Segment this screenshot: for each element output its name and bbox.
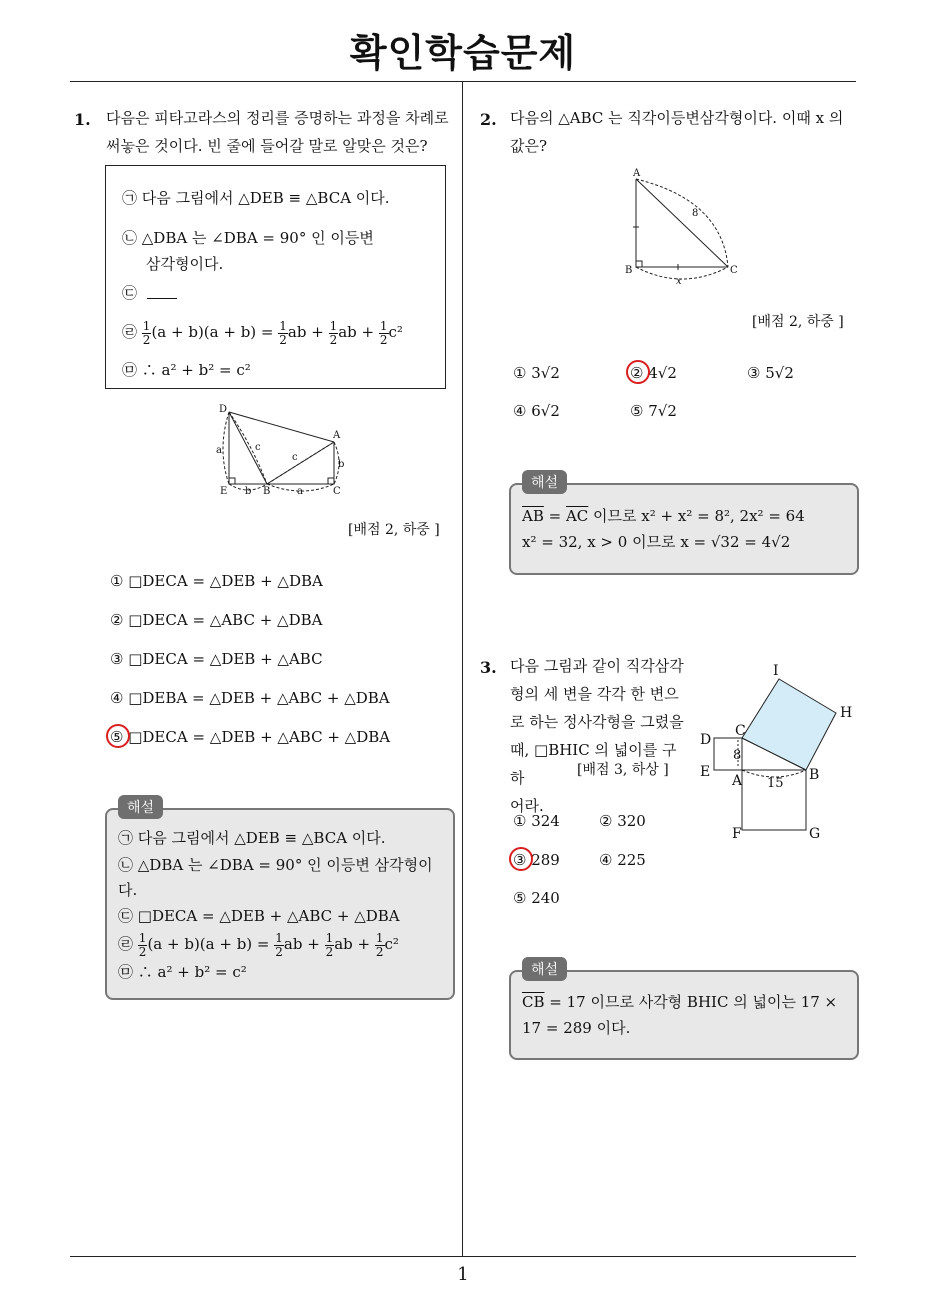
q2-option-5[interactable]: ⑤ 7√2 — [630, 402, 677, 420]
fig1-label-a2: a — [297, 486, 303, 497]
q3-option-1[interactable]: ① 324 — [513, 812, 560, 830]
q1-sol-line1: ㉠ 다음 그림에서 △DEB ≡ △BCA 이다. — [118, 829, 386, 847]
q3-sol-line2: 17 = 289 이다. — [522, 1019, 631, 1037]
q1-item4-c: ab + — [338, 323, 375, 341]
q2-sol-line2: x² = 32, x > 0 이므로 x = √32 = 4√2 — [522, 533, 791, 551]
q1-option-2[interactable]: ② □DECA = △ABC + △DBA — [110, 611, 323, 629]
fig1-label-c1: c — [255, 442, 261, 453]
half-fraction: $\frac{1}{2}$ — [379, 318, 388, 347]
fig3-label-15: 15 — [767, 776, 784, 791]
fig2-label-8: 8 — [692, 208, 699, 219]
q1-option-5[interactable]: ⑤ □DECA = △DEB + △ABC + △DBA — [110, 728, 391, 746]
q1-item4-mark: ㉣ — [122, 323, 138, 341]
q1-box-item2a: ㉡ △DBA 는 ∠DBA = 90° 인 이등변 — [122, 229, 374, 247]
fig3-label-b: B — [809, 767, 820, 783]
fig3-label-h: H — [840, 705, 853, 721]
fig3-label-c: C — [735, 723, 746, 739]
fig1-label-b1: b — [338, 459, 345, 470]
q3-text-line: 로 하는 정사각형을 그렸을 — [510, 713, 684, 731]
q1-score: [배점 2, 하중 ] — [348, 522, 440, 538]
fig3-label-8: 8 — [733, 748, 742, 763]
header-rule — [70, 81, 856, 82]
q3-text-line: 때, □BHIC 의 넓이를 구하 — [510, 741, 677, 787]
q1-sol-line2: ㉡ △DBA 는 ∠DBA = 90° 인 이등변 삼각형이 — [118, 856, 433, 874]
q2-question — [510, 104, 860, 160]
q1-solution-tag: 해설 — [118, 795, 163, 819]
q3-text-line: 다음 그림과 같이 직각삼각 — [510, 657, 684, 675]
q1-item4-a: (a + b)(a + b) = — [151, 323, 274, 341]
q1-sol-line5: ㉣ $\frac{1}{2}$ (a + b)(a + b) = $\frac{1}{2}$ ab + $\frac{1}{2}$ ab + $\frac{1}{2}$ c² — [118, 930, 399, 959]
q3-number: 3. — [480, 658, 497, 677]
q3-question — [510, 652, 690, 820]
q2-number: 2. — [480, 110, 497, 129]
q1-sol-line4: ㉢ □DECA = △DEB + △ABC + △DBA — [118, 907, 400, 925]
q1-question — [106, 104, 458, 160]
q2-option-3[interactable]: ③ 5√2 — [747, 364, 794, 382]
q1-box-item1: ㉠ 다음 그림에서 △DEB ≡ △BCA 이다. — [122, 189, 390, 207]
answer-circle-mark — [509, 847, 533, 871]
q1-box-item2b: 삼각형이다. — [146, 255, 224, 273]
fig1-label-e: E — [220, 486, 228, 497]
fig2-label-x: x — [676, 276, 682, 287]
answer-circle-mark — [106, 724, 130, 748]
fig1-label-a1: a — [216, 445, 222, 456]
page-title: 확인학습문제 — [349, 31, 577, 75]
q1-item4-d: c² — [388, 323, 403, 341]
q2-option-2[interactable]: ② 4√2 — [630, 364, 677, 382]
fig3-label-i: I — [773, 663, 779, 679]
q2-text-line2: 값은? — [510, 137, 548, 155]
footer-rule — [70, 1256, 856, 1257]
fig1-label-b2: b — [245, 486, 252, 497]
q3-sol-line1: $\overline{CB} = 17$ 이므로 사각형 BHIC 의 넓이는 17 × — [522, 993, 838, 1011]
q2-option-4[interactable]: ④ 6√2 — [513, 402, 560, 420]
q2-option-1[interactable]: ① 3√2 — [513, 364, 560, 382]
q1-option-1[interactable]: ① □DECA = △DEB + △DBA — [110, 572, 323, 590]
page-number: 1 — [457, 1264, 469, 1285]
fig2-label-a: A — [633, 168, 641, 179]
q1-box-item4 — [122, 318, 403, 347]
q1-text-line2: 써놓은 것이다. 빈 줄에 들어갈 말로 알맞은 것은? — [106, 137, 428, 155]
q2-sol-line1: $\overline{AB} = \overline{AC}$ 이므로 x² + x² = 8², 2x² = 64 — [522, 507, 805, 525]
half-fraction: $\frac{1}{2}$ — [325, 930, 334, 959]
q1-sol-line3: 다. — [118, 881, 138, 899]
half-fraction: $\frac{1}{2}$ — [329, 318, 338, 347]
q2-solution-tag: 해설 — [522, 470, 567, 494]
half-fraction: $\frac{1}{2}$ — [142, 318, 151, 347]
fig3-label-e: E — [700, 764, 711, 780]
half-fraction: $\frac{1}{2}$ — [279, 318, 287, 347]
q3-text-line: 형의 세 변을 각각 한 변으 — [510, 685, 679, 703]
fig1-label-c: C — [333, 486, 341, 497]
q2-triangle-figure — [622, 165, 752, 290]
fig1-label-a: A — [333, 430, 341, 441]
fig1-label-d: D — [219, 404, 228, 415]
half-fraction: $\frac{1}{2}$ — [275, 930, 283, 959]
q1-option-3[interactable]: ③ □DECA = △DEB + △ABC — [110, 650, 323, 668]
fig3-label-g: G — [809, 826, 821, 842]
fig1-label-b: B — [263, 486, 271, 497]
q1-box-item5: ㉤ ∴ a² + b² = c² — [122, 361, 251, 379]
half-fraction: $\frac{1}{2}$ — [375, 930, 384, 959]
q1-sol-line6: ㉤ ∴ a² + b² = c² — [118, 963, 247, 981]
answer-circle-mark — [626, 360, 650, 384]
q3-solution-tag: 해설 — [522, 957, 567, 981]
q1-trapezoid-figure — [212, 400, 352, 500]
q3-text-line: 어라. — [510, 797, 544, 815]
fig1-label-c2: c — [292, 452, 298, 463]
q1-box-item3: ㉢ — [122, 284, 138, 302]
q3-score: [배점 3, 하상 ] — [577, 762, 669, 778]
q3-option-5[interactable]: ⑤ 240 — [513, 889, 560, 907]
q1-blank-line — [147, 298, 177, 299]
fig3-label-f: F — [732, 826, 742, 842]
column-divider — [462, 82, 463, 1257]
fig3-label-a: A — [732, 773, 743, 789]
fig2-label-b: B — [625, 265, 633, 276]
q3-option-4[interactable]: ④ 225 — [599, 851, 646, 869]
fig2-label-c: C — [730, 265, 738, 276]
q3-option-2[interactable]: ② 320 — [599, 812, 646, 830]
half-fraction: $\frac{1}{2}$ — [138, 930, 147, 959]
q2-score: [배점 2, 하중 ] — [752, 314, 844, 330]
q1-text-line1: 다음은 피타고라스의 정리를 증명하는 과정을 차례로 — [106, 109, 449, 127]
fig3-label-d: D — [700, 732, 712, 748]
q2-text-line1: 다음의 △ABC 는 직각이등변삼각형이다. 이때 x 의 — [510, 109, 844, 127]
q3-pythagorean-squares-figure — [695, 660, 860, 845]
q1-number: 1. — [74, 110, 91, 129]
q1-option-4[interactable]: ④ □DEBA = △DEB + △ABC + △DBA — [110, 689, 390, 707]
q1-item4-b: ab + — [287, 323, 324, 341]
q3-option-3[interactable]: ③ 289 — [513, 851, 560, 869]
